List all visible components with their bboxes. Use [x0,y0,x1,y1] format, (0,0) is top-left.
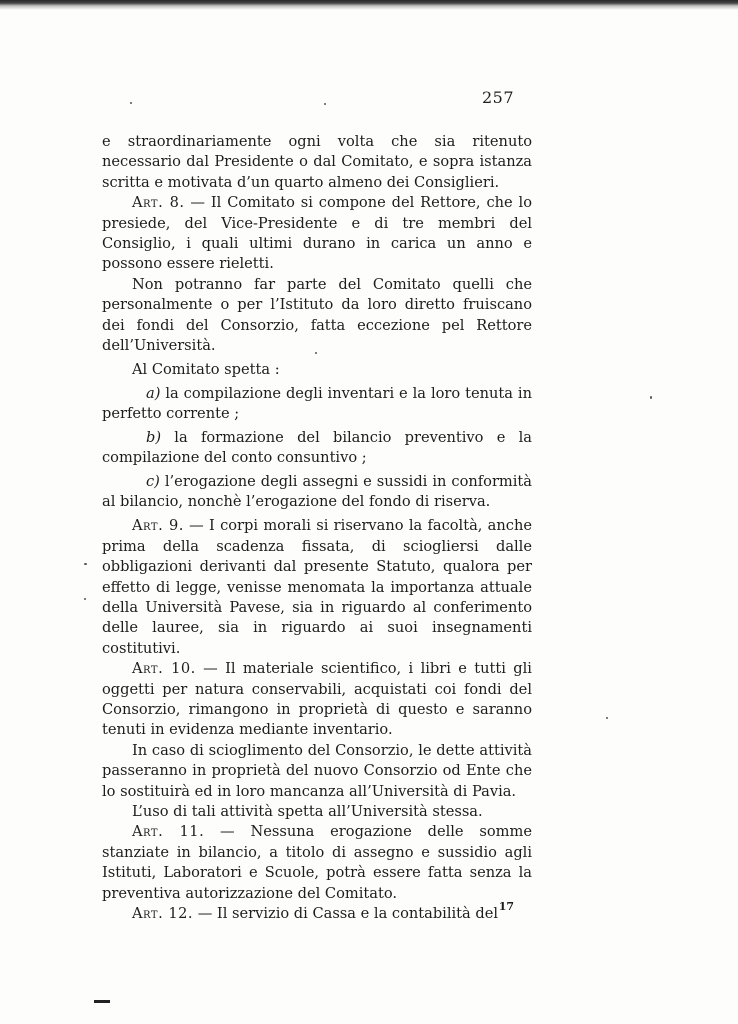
paragraph [102,659,532,741]
paragraph-text: — I corpi morali si riservano la facoltà, anche prima della scadenza fissata, di sciogliersi dalle obbligazioni derivanti dal presente Statuto, qualora per effetto di legge, venisse menomata la importanza attuale della Università Pavese, sia in riguardo al conferimento delle lauree, sia in riguardo ai suoi insegnamenti costitutivi. [102,517,532,657]
paragraph [102,384,532,425]
scan-speck [324,103,326,105]
scan-speck [650,396,652,399]
page-number: 257 [481,88,514,107]
paragraph-text: l’erogazione degli assegni e sussidi in conformità al bilancio, nonchè l’erogazione del fondo di riserva. [102,472,532,510]
scan-mark [94,1000,110,1003]
paragraph-text: L’uso di tali attività spetta all’Università stessa. [132,803,483,820]
paragraph-text: la compilazione degli inventari e la loro tenuta in perfetto corrente ; [102,384,532,423]
paragraph-text: — Il Comitato si compone del Rettore, che lo presiede, del Vice-Presidente e di tre membri del Consiglio, i quali ultimi durano in carica un anno e possono essere rieletti. [102,194,532,273]
list-letter: a) [146,384,161,402]
signature-mark: 17 [498,900,514,913]
list-letter: b) [146,428,162,446]
paragraph [102,132,532,193]
paragraph [102,802,532,822]
paragraph [102,360,532,380]
article-label: Art. 9. [132,517,184,535]
scan-edge [0,0,738,10]
paragraph-text: e straordinariamente ogni volta che sia ritenuto necessario dal Presidente o dal Comitato, e sopra istanza scritta e motivata d’un quarto almeno dei Consiglieri. [102,133,532,191]
article-label: Art. 8. [132,194,185,212]
paragraph [102,741,532,802]
scan-speck [606,717,608,719]
article-label: Art. 12. [132,905,194,923]
paragraph-text: In caso di scioglimento del Consorzio, le dette attività passeranno in proprietà del nuovo Consorzio od Ente che lo sostituirà ed in loro mancanza all’Università di Pavia. [102,741,532,800]
paragraph-text: — Il servizio di Cassa e la contabilità del [193,905,499,923]
scan-speck [84,598,86,600]
paragraph [102,516,532,659]
paragraph [102,472,532,513]
paragraph-text: la formazione del bilancio preventivo e la compilazione del conto consuntivo ; [102,428,532,467]
body-text [102,132,532,924]
scan-speck [84,563,87,565]
paragraph [102,428,532,469]
paragraph-text: — Il materiale scientifico, i libri e tutti gli oggetti per natura conservabili, acquistati coi fondi del Consorzio, rimangono in proprietà di questo e saranno tenuti in evidenza mediante inventario. [102,660,532,739]
paragraph [102,275,532,357]
paragraph [102,822,532,904]
scan-speck [130,102,132,104]
list-letter: c) [146,472,160,490]
scan-speck [315,352,317,354]
article-label: Art. 10. [132,660,196,678]
paragraph-text: Al Comitato spetta : [132,361,280,379]
paragraph [102,904,532,924]
article-label: Art. 11. [132,823,205,841]
paragraph [102,193,532,275]
paragraph-text: Non potranno far parte del Comitato quelli che personalmente o per l’Istituto da loro diretto fruiscano dei fondi del Consorzio, fatta eccezione pel Rettore dell’Università. [102,275,532,355]
paragraph-text: — Nessuna erogazione delle somme stanziate in bilancio, a titolo di assegno e sussidio agli Istituti, Laboratori e Scuole, potrà essere fatta senza la preventiva autorizzazione del Comitato. [102,823,532,902]
